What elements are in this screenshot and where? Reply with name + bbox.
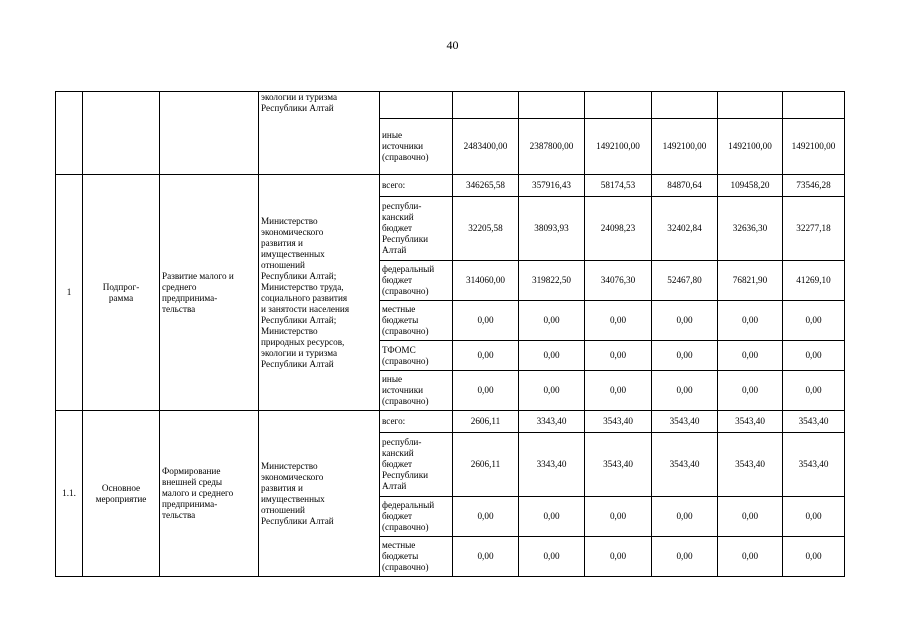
value-cell: 0,00 bbox=[652, 497, 718, 537]
value-cell: 3543,40 bbox=[783, 411, 845, 433]
value-cell: 0,00 bbox=[519, 371, 585, 411]
item-type-cell: Основное мероприятие bbox=[83, 411, 160, 577]
value-cell: 0,00 bbox=[585, 371, 652, 411]
value-cell: 0,00 bbox=[585, 341, 652, 371]
value-cell: 1492100,00 bbox=[783, 119, 845, 175]
source-cell: всего: bbox=[380, 411, 453, 433]
item-name-cell: Формирование внешней среды малого и среднего предпринима- тельства bbox=[160, 411, 259, 577]
value-cell: 0,00 bbox=[519, 497, 585, 537]
value-cell: 0,00 bbox=[453, 497, 519, 537]
source-cell: иные источники (справочно) bbox=[380, 119, 453, 175]
value-cell: 0,00 bbox=[783, 341, 845, 371]
value-cell bbox=[718, 92, 783, 119]
value-cell: 76821,90 bbox=[718, 261, 783, 301]
source-cell: ТФОМС (справочно) bbox=[380, 341, 453, 371]
value-cell: 0,00 bbox=[453, 537, 519, 577]
value-cell: 1492100,00 bbox=[652, 119, 718, 175]
value-cell: 0,00 bbox=[453, 341, 519, 371]
row-number-cell: 1 bbox=[56, 175, 83, 411]
value-cell: 3543,40 bbox=[652, 411, 718, 433]
table-row bbox=[56, 175, 845, 197]
value-cell: 0,00 bbox=[585, 537, 652, 577]
value-cell: 3543,40 bbox=[718, 411, 783, 433]
value-cell: 1492100,00 bbox=[718, 119, 783, 175]
value-cell bbox=[519, 92, 585, 119]
value-cell: 0,00 bbox=[718, 497, 783, 537]
source-cell: местные бюджеты (справочно) bbox=[380, 301, 453, 341]
value-cell: 319822,50 bbox=[519, 261, 585, 301]
value-cell: 0,00 bbox=[783, 371, 845, 411]
value-cell: 0,00 bbox=[718, 341, 783, 371]
value-cell: 0,00 bbox=[519, 301, 585, 341]
value-cell: 32277,18 bbox=[783, 197, 845, 261]
source-cell: местные бюджеты (справочно) bbox=[380, 537, 453, 577]
value-cell: 0,00 bbox=[585, 301, 652, 341]
value-cell: 3543,40 bbox=[585, 433, 652, 497]
value-cell: 314060,00 bbox=[453, 261, 519, 301]
value-cell: 2483400,00 bbox=[453, 119, 519, 175]
value-cell: 0,00 bbox=[652, 537, 718, 577]
value-cell: 3343,40 bbox=[519, 433, 585, 497]
value-cell: 58174,53 bbox=[585, 175, 652, 197]
value-cell: 0,00 bbox=[783, 537, 845, 577]
type-cell bbox=[83, 92, 160, 175]
budget-table bbox=[55, 91, 845, 577]
executor-cell: Министерство экономического развития и имущественных отношений Республики Алтай; Министерство труда, социального развития и занятости населения Республики Алтай; Министерство природных ресурсов, экологии и туризма Республики Алтай bbox=[259, 175, 380, 411]
value-cell: 3543,40 bbox=[718, 433, 783, 497]
item-name-cell: Развитие малого и среднего предпринима- тельства bbox=[160, 175, 259, 411]
number-cell bbox=[56, 92, 83, 175]
value-cell: 32402,84 bbox=[652, 197, 718, 261]
value-cell: 41269,10 bbox=[783, 261, 845, 301]
source-cell: всего: bbox=[380, 175, 453, 197]
value-cell: 2606,11 bbox=[453, 433, 519, 497]
value-cell: 0,00 bbox=[453, 371, 519, 411]
value-cell: 0,00 bbox=[652, 371, 718, 411]
value-cell bbox=[783, 92, 845, 119]
value-cell: 0,00 bbox=[718, 537, 783, 577]
value-cell: 0,00 bbox=[718, 371, 783, 411]
value-cell: 2606,11 bbox=[453, 411, 519, 433]
value-cell: 3543,40 bbox=[585, 411, 652, 433]
source-cell: республи- канский бюджет Республики Алтай bbox=[380, 433, 453, 497]
value-cell: 357916,43 bbox=[519, 175, 585, 197]
value-cell: 52467,80 bbox=[652, 261, 718, 301]
value-cell: 0,00 bbox=[585, 497, 652, 537]
value-cell: 0,00 bbox=[783, 497, 845, 537]
value-cell: 0,00 bbox=[519, 341, 585, 371]
value-cell: 84870,64 bbox=[652, 175, 718, 197]
name-cell bbox=[160, 92, 259, 175]
value-cell: 0,00 bbox=[519, 537, 585, 577]
source-cell: иные источники (справочно) bbox=[380, 371, 453, 411]
value-cell: 2387800,00 bbox=[519, 119, 585, 175]
executor-cell: Министерство экономического развития и имущественных отношений Республики Алтай bbox=[259, 411, 380, 577]
value-cell: 0,00 bbox=[652, 301, 718, 341]
table-row bbox=[56, 92, 845, 119]
value-cell: 38093,93 bbox=[519, 197, 585, 261]
value-cell bbox=[652, 92, 718, 119]
value-cell: 1492100,00 bbox=[585, 119, 652, 175]
source-cell: федеральный бюджет (справочно) bbox=[380, 261, 453, 301]
row-number-cell: 1.1. bbox=[56, 411, 83, 577]
source-cell: республи- канский бюджет Республики Алтай bbox=[380, 197, 453, 261]
value-cell: 0,00 bbox=[783, 301, 845, 341]
source-cell: федеральный бюджет (справочно) bbox=[380, 497, 453, 537]
source-cell bbox=[380, 92, 453, 119]
value-cell: 109458,20 bbox=[718, 175, 783, 197]
value-cell: 73546,28 bbox=[783, 175, 845, 197]
value-cell: 24098,23 bbox=[585, 197, 652, 261]
page-number: 40 bbox=[446, 38, 459, 52]
value-cell: 0,00 bbox=[652, 341, 718, 371]
value-cell bbox=[453, 92, 519, 119]
item-type-cell: Подпрог- рамма bbox=[83, 175, 160, 411]
value-cell: 0,00 bbox=[453, 301, 519, 341]
value-cell: 3343,40 bbox=[519, 411, 585, 433]
value-cell: 3543,40 bbox=[652, 433, 718, 497]
value-cell: 32636,30 bbox=[718, 197, 783, 261]
value-cell bbox=[585, 92, 652, 119]
table-row bbox=[56, 411, 845, 433]
value-cell: 3543,40 bbox=[783, 433, 845, 497]
value-cell: 0,00 bbox=[718, 301, 783, 341]
value-cell: 34076,30 bbox=[585, 261, 652, 301]
executor-cell: экологии и туризма Республики Алтай bbox=[259, 92, 380, 175]
value-cell: 32205,58 bbox=[453, 197, 519, 261]
value-cell: 346265,58 bbox=[453, 175, 519, 197]
